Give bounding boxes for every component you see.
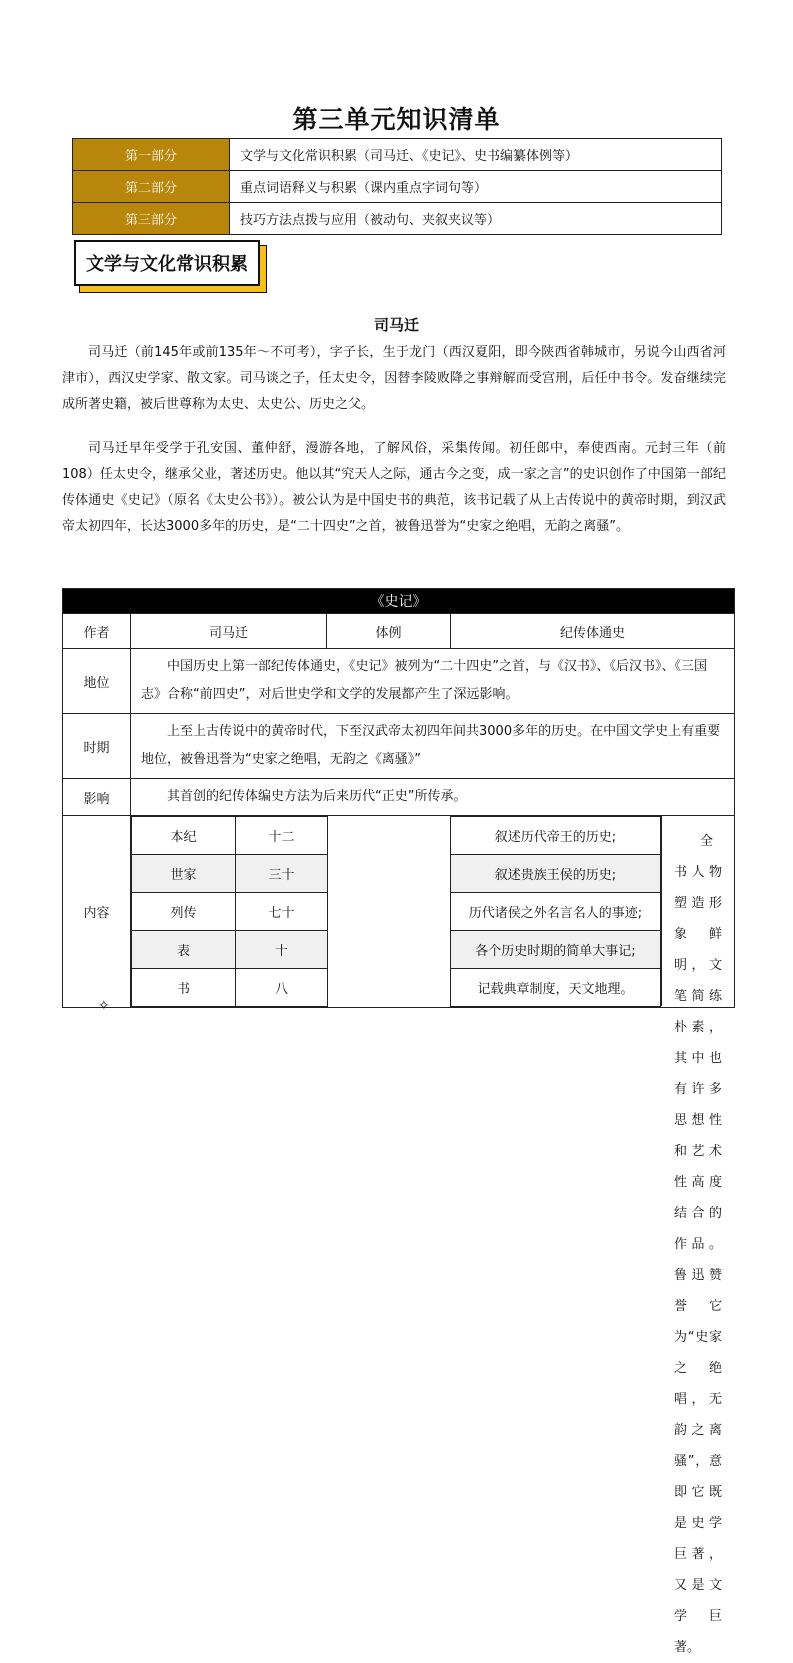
content-row xyxy=(132,931,452,969)
overview-part-desc: 技巧方法点拨与应用（被动句、夹叙夹议等） xyxy=(230,203,722,235)
overview-part-desc: 文学与文化常识积累（司马迁、《史记》、史书编纂体例等） xyxy=(230,139,722,171)
content-name: 列传 xyxy=(132,893,236,931)
overview-part-label: 第一部分 xyxy=(73,139,230,171)
content-desc-and-summary xyxy=(451,816,735,1655)
content-desc: 叙述历代帝王的历史; xyxy=(451,817,661,855)
content-row xyxy=(132,969,452,1007)
content-count: 十 xyxy=(236,931,328,969)
period-text: 上至上古传说中的黄帝时代，下至汉武帝太初四年间共3000多年的历史。在中国文学史上有重要地位，被鲁迅誉为“史家之绝唱，无韵之《离骚》” xyxy=(131,714,735,779)
content-summary: 全书人物塑造形象鲜明，文笔简练朴素，其中也有许多思想性和艺术性高度结合的作品。鲁迅赞誉它为“史家之绝唱，无韵之离骚”，意即它既是史学巨著，又是文学巨著。 xyxy=(661,816,734,1006)
content-desc: 记载典章制度，天文地理。 xyxy=(451,969,661,1007)
content-desc: 各个历史时期的简单大事记; xyxy=(451,931,661,969)
overview-part-label: 第三部分 xyxy=(73,203,230,235)
overview-part-desc: 重点词语释义与积累（课内重点字词句等） xyxy=(230,171,722,203)
content-count: 七十 xyxy=(236,893,328,931)
content-row xyxy=(132,855,452,893)
content-name: 本纪 xyxy=(132,817,236,855)
content-name: 表 xyxy=(132,931,236,969)
period-label: 时期 xyxy=(63,714,131,779)
status-label: 地位 xyxy=(63,649,131,714)
influence-text: 其首创的纪传体编史方法为后来历代“正史”所传承。 xyxy=(131,779,735,816)
author-value: 司马迁 xyxy=(131,614,327,649)
content-list-cell xyxy=(131,816,451,1008)
content-desc: 历代诸侯之外名言名人的事迹; xyxy=(451,893,661,931)
page-title: 第三单元知识清单 xyxy=(292,105,501,134)
influence-label: 影响 xyxy=(63,779,131,816)
content-count: 三十 xyxy=(236,855,328,893)
style-value: 纪传体通史 xyxy=(451,614,735,649)
section-heading: 文学与文化常识积累 xyxy=(74,240,260,286)
overview-row xyxy=(73,139,722,171)
shiji-table xyxy=(62,588,735,1655)
author-label: 作者 xyxy=(63,614,131,649)
paragraph: 司马迁早年受学于孔安国、董仲舒，漫游各地，了解风俗，采集传闻。初任郎中，奉使西南。元封三年（前108）任太史令，继承父业，著述历史。他以其“究天人之际，通古今之变，成一家之言”的史识创作了中国第一部纪传体通史《史记》（原名《太史公书》）。被公认为是中国史书的典范，该书记载了从上古传说中的黄帝时期，到汉武帝太初四年，长达3000多年的历史，是“二十四史”之首，被鲁迅誉为“史家之绝唱，无韵之离骚”。 xyxy=(62,441,726,534)
content-count: 十二 xyxy=(236,817,328,855)
content-desc-list xyxy=(451,816,661,1007)
content-name: 世家 xyxy=(132,855,236,893)
overview-row xyxy=(73,203,722,235)
status-text: 中国历史上第一部纪传体通史，《史记》被列为“二十四史”之首，与《汉书》、《后汉书》、《三国志》合称“前四史”，对后世史学和文学的发展都产生了深远影响。 xyxy=(131,649,735,714)
content-label: 内容 xyxy=(63,816,131,1008)
content-desc: 叙述贵族王侯的历史; xyxy=(451,855,661,893)
content-list xyxy=(131,816,452,1007)
content-name: 书 xyxy=(132,969,236,1007)
overview-part-label: 第二部分 xyxy=(73,171,230,203)
style-label: 体例 xyxy=(327,614,451,649)
subheading: 司马迁 xyxy=(373,316,419,334)
content-row xyxy=(132,817,452,855)
overview-row xyxy=(73,171,722,203)
paragraph: 司马迁（前145年或前135年～不可考），字子长，生于龙门（西汉夏阳，即今陕西省韩城市，另说今山西省河津市），西汉史学家、散文家。司马谈之子，任太史令，因替李陵败降之事辩解而受宫刑，后任中书令。发奋继续完成所著史籍，被后世尊称为太史、太史公、历史之父。 xyxy=(62,345,726,412)
content-count: 八 xyxy=(236,969,328,1007)
content-row xyxy=(132,893,452,931)
overview-table xyxy=(72,138,722,235)
diamond-icon: ✧ xyxy=(98,998,110,1014)
shiji-header: 《史记》 xyxy=(63,589,735,614)
